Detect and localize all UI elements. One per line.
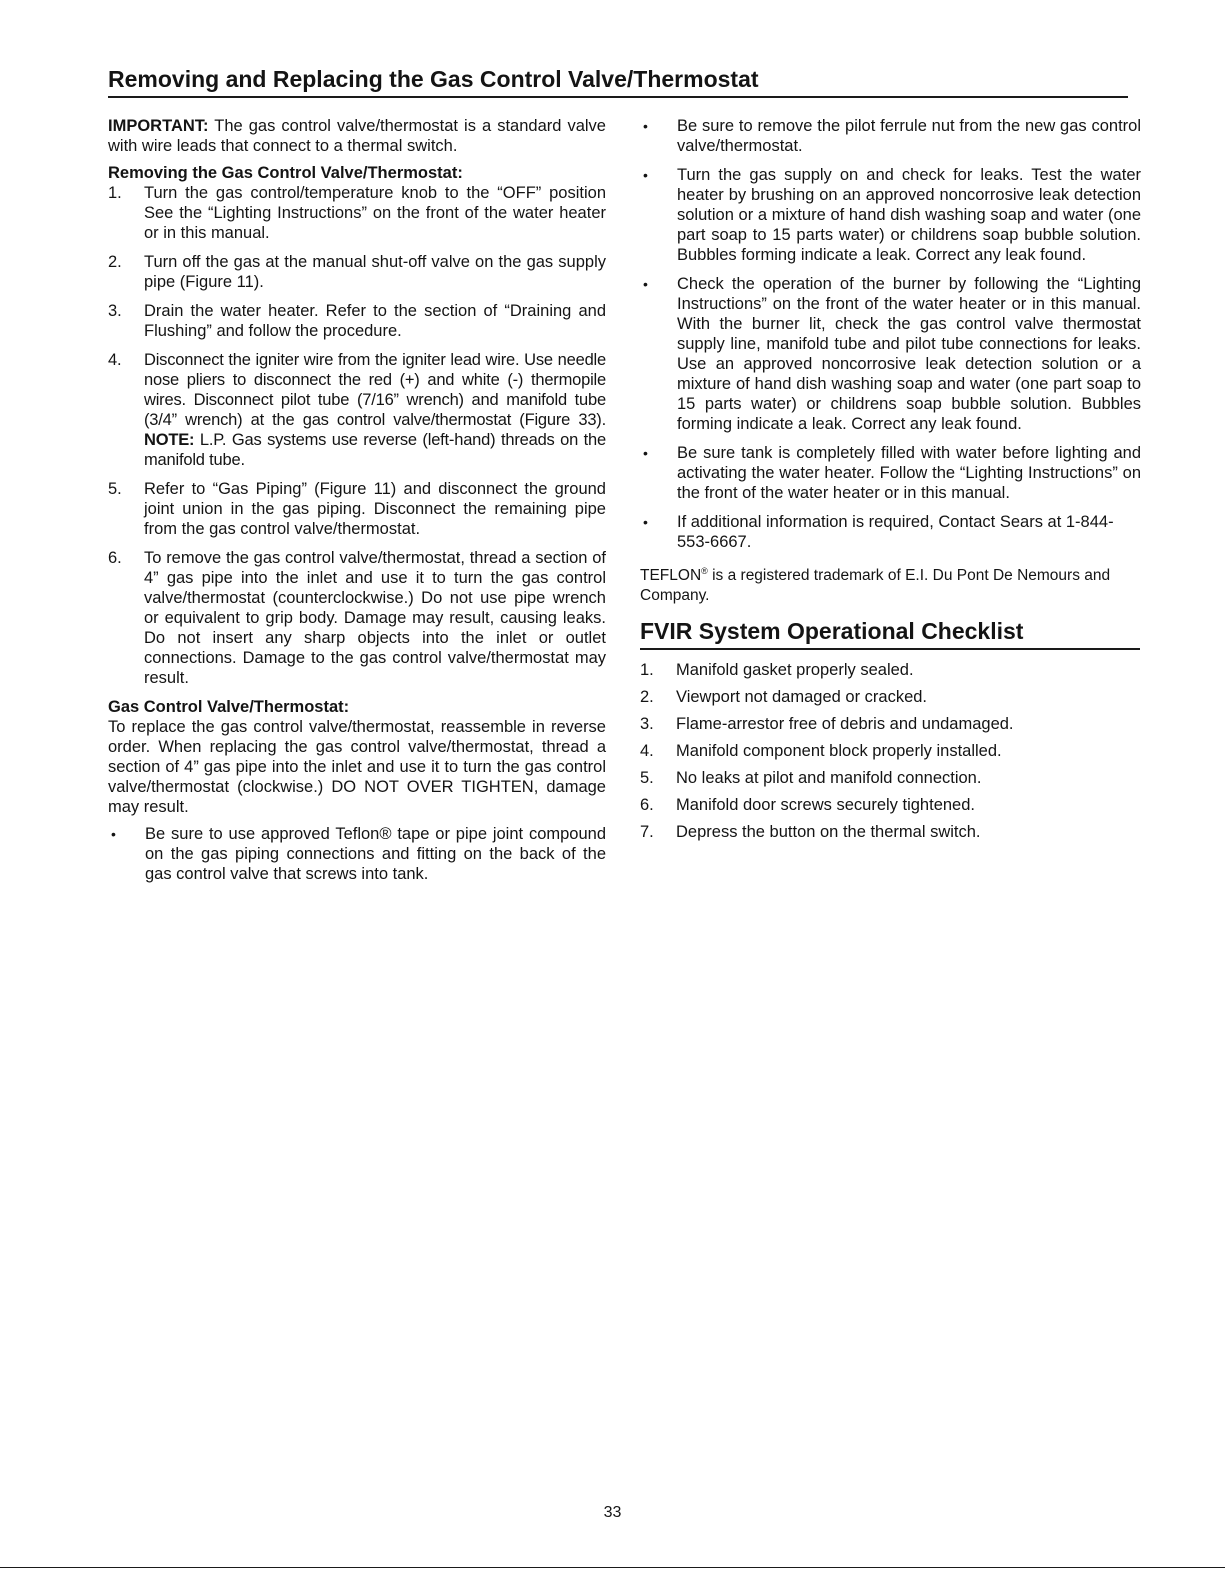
bullet-icon: • [643, 445, 648, 461]
checklist-text: Manifold gasket properly sealed. [676, 661, 914, 680]
bullet-icon: • [111, 826, 116, 842]
step-number: 4. [108, 351, 122, 369]
checklist-heading: FVIR System Operational Checklist [640, 618, 1024, 645]
checklist-number: 3. [640, 715, 654, 734]
list-item [108, 301, 606, 341]
step-number: 3. [108, 302, 122, 320]
bullet-text: Be sure tank is completely filled with water before lighting and activating the water heater. Follow the “Lighting Instructions” on the front of the water heater or in this manual. [677, 444, 1141, 502]
list-item [108, 479, 606, 539]
step-text: Turn the gas control/temperature knob to the “OFF” position See the “Lighting Instructions” on the front of the water heater or in this manual. [144, 184, 606, 242]
bullet-text: Be sure to use approved Teflon® tape or pipe joint compound on the gas piping connections and fitting on the back of the gas control valve that screws into tank. [145, 825, 606, 883]
list-item [640, 274, 1141, 434]
list-item [640, 660, 1141, 680]
list-item [640, 822, 1141, 842]
removal-steps-list [108, 183, 606, 688]
checklist-text: Depress the button on the thermal switch. [676, 823, 981, 842]
note-label: NOTE: [144, 431, 195, 449]
list-item [640, 165, 1141, 265]
trademark-name: TEFLON [640, 567, 702, 585]
list-item [640, 512, 1141, 552]
important-paragraph [108, 116, 606, 156]
procedure-bullets [640, 116, 1141, 552]
checklist-number: 7. [640, 823, 654, 842]
trademark-text: is a registered trademark of E.I. Du Pont De Nemours and Company. [640, 567, 1111, 605]
checklist-number: 6. [640, 796, 654, 815]
registered-mark: ® [701, 566, 708, 576]
bullet-text: If additional information is required, Contact Sears at 1-844-553-6667. [677, 513, 1114, 551]
bullet-text: Check the operation of the burner by following the “Lighting Instructions” on the front of the water heater or in this manual. With the burner lit, check the gas control valve thermostat supply line, manifold tube and pilot tube connections for leaks. Use an approved noncorrosive leak detection solution or a mixture of hand dish washing soap and water (one part soap to 15 parts water) or childrens soap bubble solution. Bubbles forming indicate a leak. Correct any leak found. [677, 275, 1141, 433]
list-item [640, 768, 1141, 788]
left-column [108, 116, 606, 893]
page-bottom-border [0, 1567, 1225, 1568]
checklist-divider [640, 648, 1140, 650]
step-text: Turn off the gas at the manual shut-off valve on the gas supply pipe (Figure 11). [144, 253, 606, 291]
checklist-text: Flame-arrestor free of debris and undamaged. [676, 715, 1014, 734]
step-number: 1. [108, 184, 122, 202]
replace-bullets [108, 824, 606, 884]
checklist-text: Manifold door screws securely tightened. [676, 796, 975, 815]
list-item [640, 741, 1141, 761]
note-text: L.P. Gas systems use reverse (left-hand) threads on the manifold tube. [144, 431, 606, 469]
important-label: IMPORTANT: [108, 117, 209, 135]
right-column [640, 116, 1141, 849]
checklist-text: Manifold component block properly installed. [676, 742, 1002, 761]
checklist-number: 1. [640, 661, 654, 680]
bullet-icon: • [643, 514, 648, 530]
page-number: 33 [603, 1504, 622, 1521]
bullet-text: Be sure to remove the pilot ferrule nut from the new gas control valve/thermostat. [677, 117, 1141, 155]
checklist-number: 4. [640, 742, 654, 761]
trademark-note [640, 561, 1141, 606]
title-divider [108, 96, 1128, 98]
list-item [108, 350, 606, 470]
step-text: Disconnect the igniter wire from the igniter lead wire. Use needle nose pliers to disconnect the red (+) and white (-) thermopile wires. Disconnect pilot tube (7/16” wrench) and manifold tube (3/4” wrench) at the gas control valve/thermostat (Figure 33). [144, 351, 606, 429]
step-number: 5. [108, 480, 122, 498]
replace-paragraph: To replace the gas control valve/thermostat, reassemble in reverse order. When replacing the gas control valve/thermostat, thread a section of 4” gas pipe into the inlet and use it to turn the gas control valve/thermostat (clockwise.) DO NOT OVER TIGHTEN, damage may result. [108, 718, 606, 816]
removing-heading: Removing the Gas Control Valve/Thermostat: [108, 164, 463, 182]
list-item [640, 714, 1141, 734]
list-item [640, 795, 1141, 815]
step-number: 6. [108, 549, 122, 567]
bullet-icon: • [643, 276, 648, 292]
checklist-text: No leaks at pilot and manifold connection. [676, 769, 982, 788]
bullet-text: Turn the gas supply on and check for leaks. Test the water heater by brushing on an approved noncorrosive leak detection solution or a mixture of hand dish washing soap and water (one part soap to 15 parts water) or childrens soap bubble solution. Bubbles forming indicate a leak. Correct any leak found. [677, 166, 1141, 264]
list-item [108, 183, 606, 243]
gas-control-heading: Gas Control Valve/Thermostat: [108, 698, 350, 716]
page-title: Removing and Replacing the Gas Control Valve/Thermostat [108, 66, 759, 92]
fvir-checklist [640, 660, 1141, 842]
step-text: Drain the water heater. Refer to the section of “Draining and Flushing” and follow the procedure. [144, 302, 606, 340]
checklist-number: 2. [640, 688, 654, 707]
important-text: The gas control valve/thermostat is a standard valve with wire leads that connect to a thermal switch. [108, 117, 606, 155]
checklist-number: 5. [640, 769, 654, 788]
list-item [640, 443, 1141, 503]
bullet-icon: • [643, 118, 648, 134]
list-item [640, 116, 1141, 156]
list-item [108, 824, 606, 884]
list-item [640, 687, 1141, 707]
step-text: To remove the gas control valve/thermostat, thread a section of 4” gas pipe into the inlet and use it to turn the gas control valve/thermostat (counterclockwise.) Do not use pipe wrench or equivalent to grip body. Damage may result, causing leaks. Do not insert any sharp objects into the inlet or outlet connections. Damage to the gas control valve/thermostat may result. [144, 549, 606, 687]
list-item [108, 548, 606, 688]
step-text: Refer to “Gas Piping” (Figure 11) and disconnect the ground joint union in the gas piping. Disconnect the remaining pipe from the gas control valve/thermostat. [144, 480, 606, 538]
step-number: 2. [108, 253, 122, 271]
bullet-icon: • [643, 167, 648, 183]
list-item [108, 252, 606, 292]
checklist-text: Viewport not damaged or cracked. [676, 688, 928, 707]
